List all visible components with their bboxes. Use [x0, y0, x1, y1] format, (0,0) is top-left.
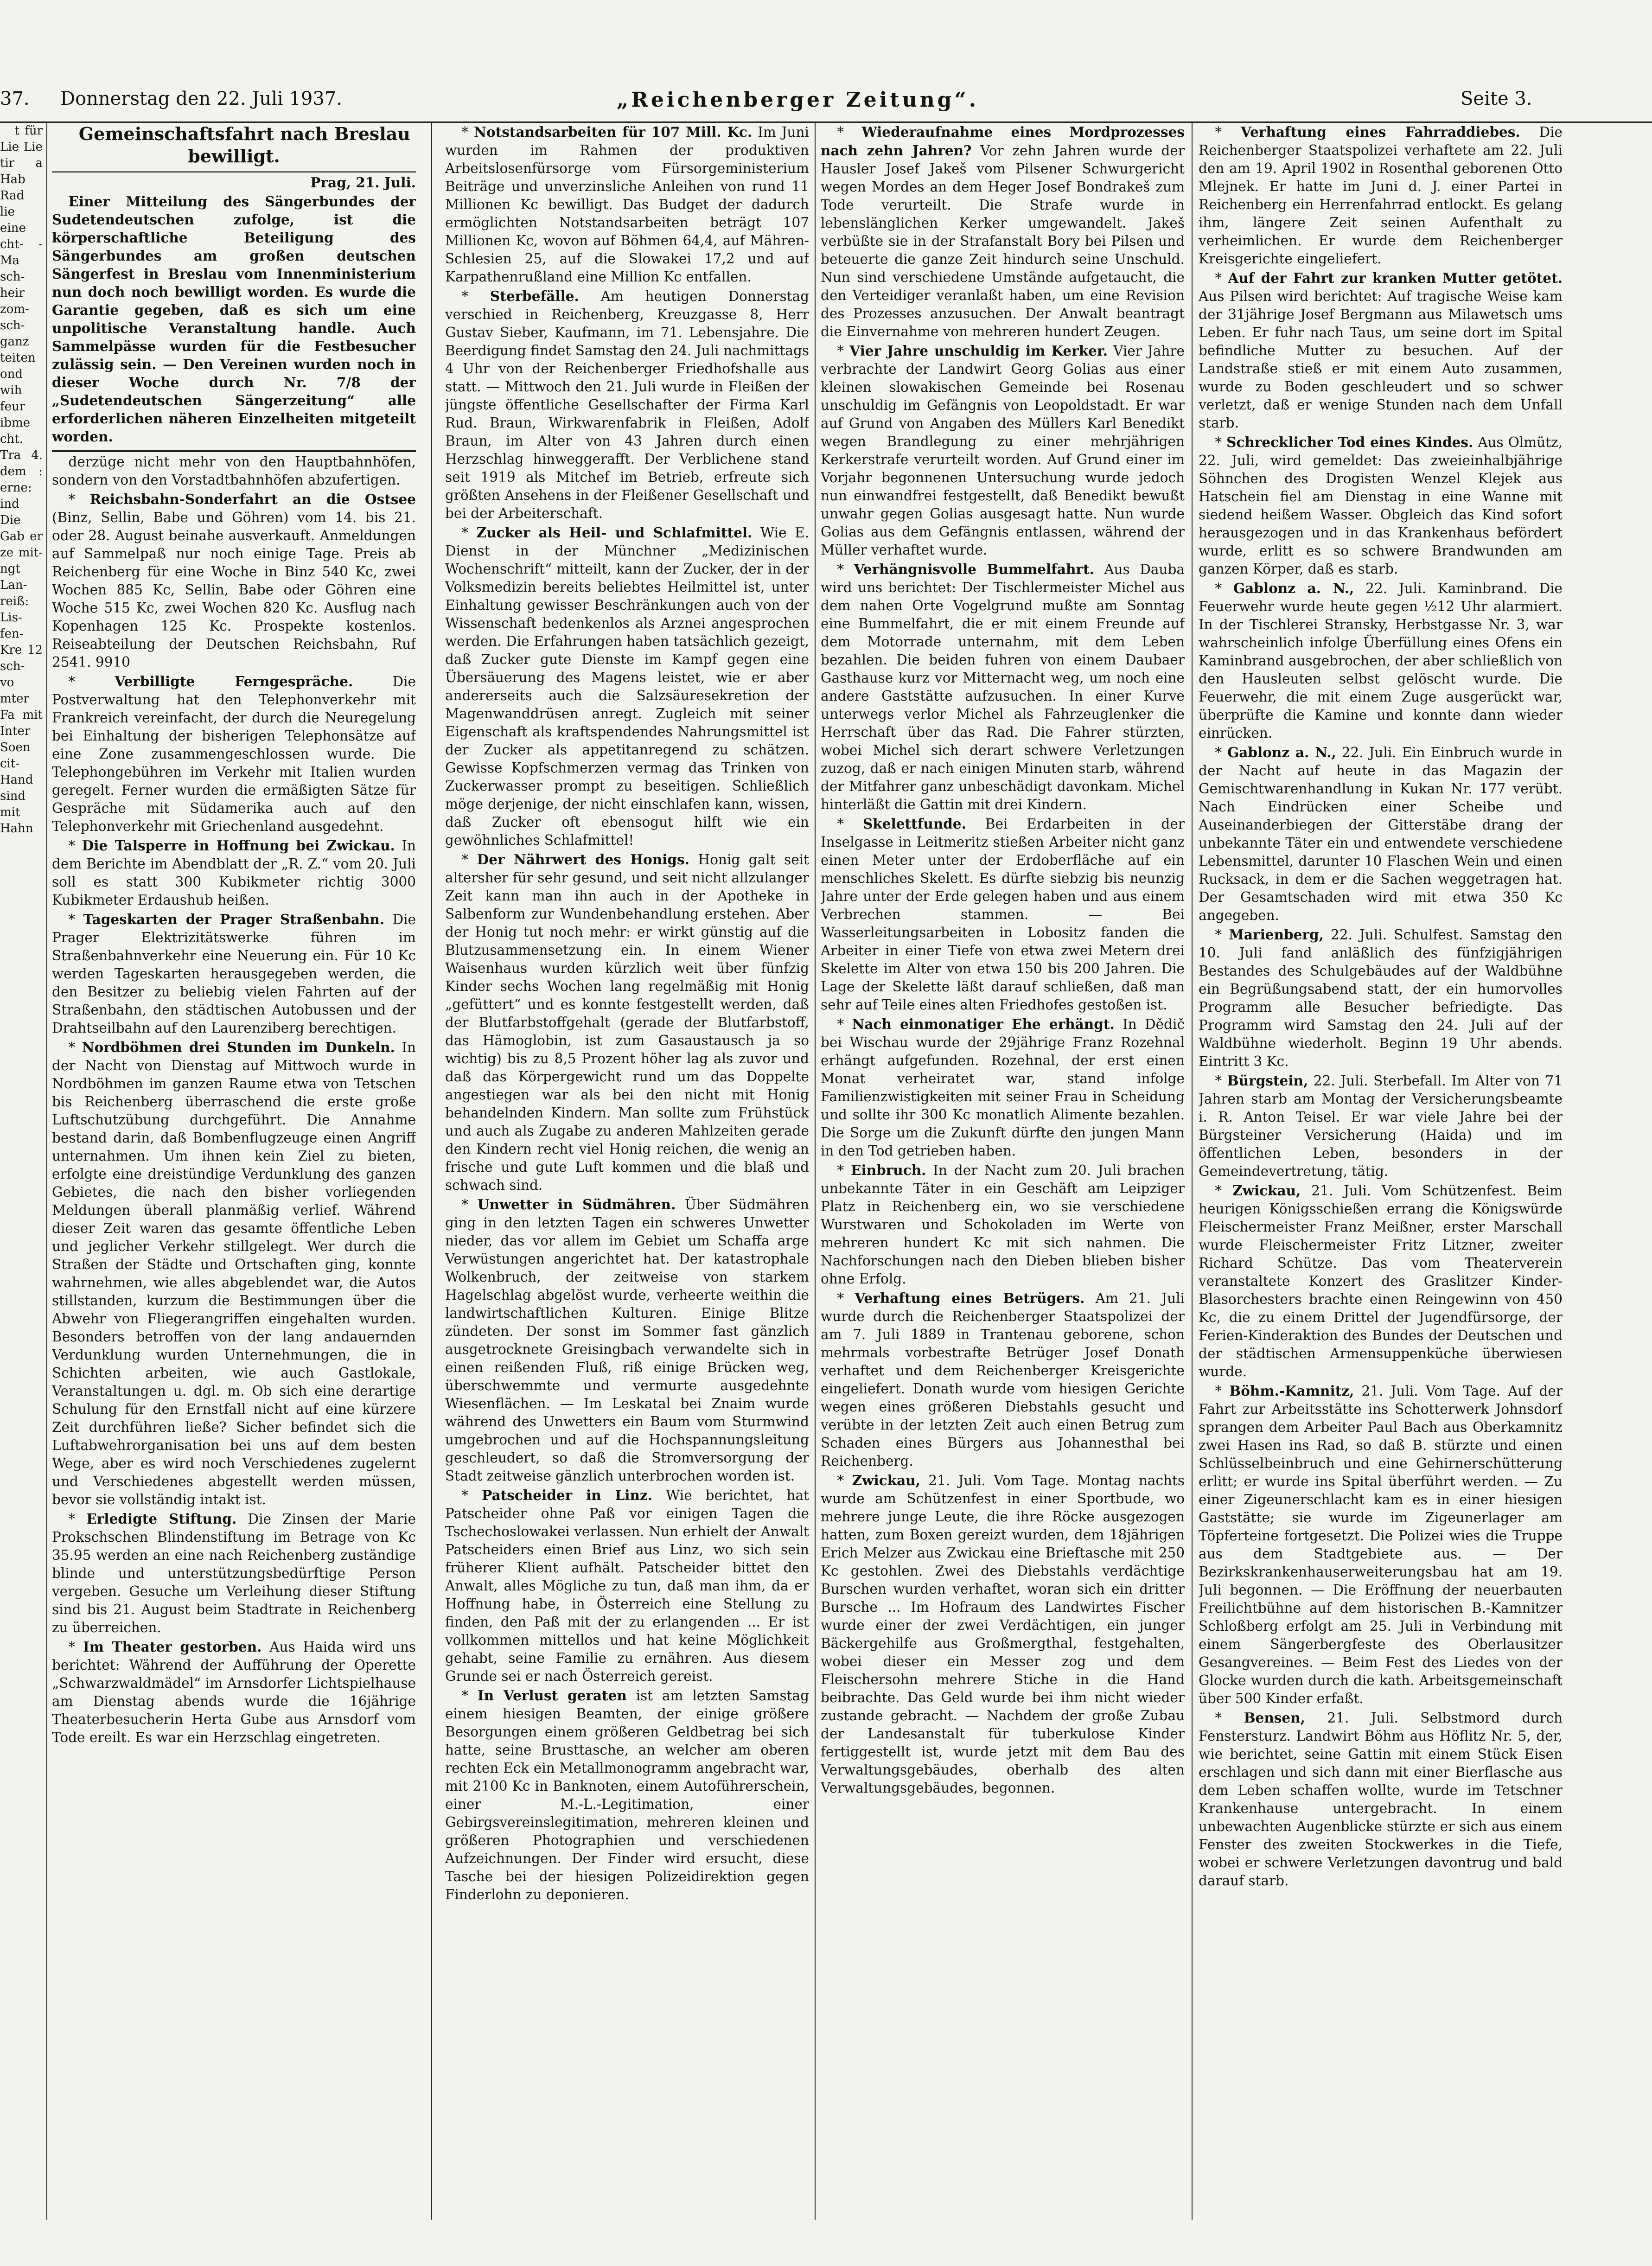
article-text: 21. Juli. Vom Schützenfest. Beim heurigen Königsschießen errang die Königswürde Fleischermeister Franz Meißner, erster Marschall wurde Fleischermeister Fritz Litzner, zweiter Richard Schütze. Das vom Theaterverein veranstaltete Konzert des Graslitzer Kinder-Blasorchesters brachte einen Reingewinn von 450 Kc, die zu einem Drittel der Jugendfürsorge, der Ferien-Kinderaktion des Bundes der Deutschen und der städtischen Armensuppenküche überwiesen wurde. [1199, 1183, 1563, 1379]
article-headline: Zwickau, [852, 1472, 920, 1488]
article-text: Die Zinsen der Marie Prokschschen Blindenstiftung im Betrage von Kc 35.95 werden an eine nach Reichenberg zuständige blinde und unterstützungsbedürftige Person vergeben. Gesuche um Verleihung dieser Stiftung sind bis 21. August beim Stadtrate in Reichenberg zu überreichen. [52, 1511, 416, 1635]
article-headline: Wiederaufnahme eines Mordprozesses nach zehn Jahren? [821, 124, 1185, 159]
article-headline: Verbilligte Ferngespräche. [115, 673, 353, 689]
article-headline: Nach einmonatiger Ehe erhängt. [852, 1016, 1115, 1032]
article-text: Wie E. Dienst in der Münchner „Medizinischen Wochenschrift“ mitteilt, kann der Zucker, der in der Volksmedizin bereits beliebtes Heilmittel ist, unter Einhaltung gewisser Beschränkungen auch von der Wissenschaft bedenkenlos als Arznei angesprochen werden. Die Erfahrungen haben tatsächlich gezeigt, daß Zucker gute Dienste im Kampf gegen eine Übersäuerung des Magens leistet, wie er aber andererseits auch die Salzsäuresekretion der Magenwanddrüsen anregt. Zugleich mit seiner Eigenschaft als kraftspendendes Nahrungsmittel ist der Zucker als appetitanregend zu schätzen. Gewisse Kopfschmerzen vermag das Trinken von Zuckerwasser prompt zu beseitigen. Schließlich möge derjenige, der nicht einschlafen kann, wissen, daß Zucker oft ebensogut hilft wie ein gewöhnliches Schlafmittel! [445, 525, 809, 848]
article: * Sterbefälle. Am heutigen Donnerstag verschied in Reichenberg, Kreuzgasse 8, Herr Gustav Sieber, Kaufmann, im 71. Lebensjahre. Die Beerdigung findet Samstag den 24. Juli nachmittags 4 Uhr von der Reichenberger Friedhofshalle aus statt. — Mittwoch den 21. Juli wurde in Fleißen der jüngste öffentliche Gesellschafter der Firma Karl Rud. Braun, Wirkwarenfabrik in Fleißen, Adolf Braun, im Alter von 43 Jahren durch einen Herzschlag hinweggerafft. Der Verblichene stand seit 1919 als Mitchef im Betrieb, erfreute sich größten Ansehens in der Fleißener Gesellschaft und bei der Arbeiterschaft. [445, 288, 809, 521]
article: * Im Theater gestorben. Aus Haida wird uns berichtet: Während der Aufführung der Operette „Schwarzwaldmädel“ im Arnsdorfer Lichtspielhause am Dienstag abends wurde die 16jährige Theaterbesucherin Herta Gube aus Arnsdorf vom Tode ereilt. Es war ein Herzschlag eingetreten. [52, 1639, 416, 1745]
article: * Gablonz a. N., 22. Juli. Ein Einbruch wurde in der Nacht auf heute in das Magazin der Gemischtwarenhandlung in Kukan Nr. 177 verübt. Nach Eindrücken einer Scheibe und Auseinanderbiegen der Gitterstäbe drang der unbekannte Täter ein und entwendete verschiedene Lebensmittel, darunter 10 Flaschen Wein und einen Rucksack, in dem er die Sachen weggetragen hat. Der Gesamtschaden wird mit etwa 350 Kc angegeben. [1199, 744, 1563, 923]
article: * Böhm.-Kamnitz, 21. Juli. Vom Tage. Auf der Fahrt zur Arbeitsstätte ins Schotterwerk Johnsdorf sprangen dem Arbeiter Paul Bach aus Oberkamnitz zwei Hasen ins Rad, so daß B. stürzte und einen Schlüsselbeinbruch und eine Gehirnerschütterung erlitt; er wurde ins Spital überführt werden. — Zu einer Zigeunerschlacht kam es in einer hiesigen Gaststätte; sie wurde im Zigeunerlager am Töpferteine fortgesetzt. Die Polizei wies die Truppe aus dem Stadtgebiete aus. — Der Bezirkskrankenhauserweiterungsbau hat am 19. Juli begonnen. — Die Eröffnung der neuerbauten Freilichtbühne auf dem historischen B.-Kamnitzer Schloßberg erfolgt am 25. Juli in Verbindung mit einem Sängerbergfeste des Oberlausitzer Gesangvereines. — Beim Fest des Liedes von der Glocke wurden durch die kath. Arbeitsgemeinschaft über 500 Kinder erfaßt. [1199, 1383, 1563, 1706]
article [52, 453, 416, 489]
article: * Bürgstein, 22. Juli. Sterbefall. Im Alter von 71 Jahren starb am Montag der Versicherungsbeamte i. R. Anton Teisel. Er war viele Jahre bei der Bürgsteiner Versicherung (Haida) und im öffentlichen Leben, besonders in der Gemeindevertretung, tätig. [1199, 1072, 1563, 1179]
issue-date: Donnerstag den 22. Juli 1937. [60, 88, 342, 109]
article: * Unwetter in Südmähren. Über Südmähren ging in den letzten Tagen ein schweres Unwetter nieder, das vor allem im Gebiet um Schaffa arge Verwüstungen angerichtet hat. Der katastrophale Wolkenbruch, der zeitweise von starkem Hagelschlag abgelöst wurde, verheerte weithin die landwirtschaftlichen Kulturen. Einige Blitze zündeten. Der sonst im Sommer fast gänzlich ausgetrocknete Greisingbach verwandelte sich in einen reißenden Fluß, riß einige Brücken weg, überschwemmte und vermurte ausgedehnte Wiesenflächen. — Im Leskatal bei Znaim wurde während des Unwetters ein Baum vom Sturmwind umgebrochen und auf die Hochspannungsleitung geschleudert, so daß die Stromversorgung der Stadt zeitweise gänzlich unterbrochen worden ist. [445, 1196, 809, 1484]
dateline: Prag, 21. Juli. [310, 174, 416, 191]
article: * Skelettfunde. Bei Erdarbeiten in der Inselgasse in Leitmeritz stießen Arbeiter nicht ganz einen Meter unter der Erdoberfläche auf ein menschliches Skelett. Es dürfte siebzig bis neunzig Jahre unter der Erde gelegen haben und aus einem Verbrechen stammen. — Bei Wasserleitungsarbeiten in Lobositz fanden die Arbeiter in einer Tiefe von etwa zwei Metern drei Skelette im Alter von etwa 150 bis 200 Jahren. Die Lage der Skelette läßt darauf schließen, daß man sehr auf Teile eines alten Friedhofes gestoßen ist. [821, 816, 1185, 1013]
article: * Die Talsperre in Hoffnung bei Zwickau. In dem Berichte im Abendblatt der „R. Z.“ vom 20. Juli soll es statt 300 Kubikmeter richtig 3000 Kubikmeter Erdaushub heißen. [52, 837, 416, 908]
article-text: Vier Jahre verbrachte der Landwirt Georg Golias aus einer kleinen slowakischen Gemeinde bei Rosenau unschuldig im Gefängnis von Leopoldstadt. Er war auf Grund von Angaben des Müllers Karl Benedikt wegen Brandlegung zu einer mehrjährigen Kerkerstrafe verurteilt worden. Auf Grund einer im Vorjahr begonnenen Untersuchung wurde jedoch nun einwandfrei festgestellt, daß Benedikt bewußt unwahr gegen Golias ausgesagt hatte. Nun wurde Golias aus dem Gefängnis entlassen, während der Müller verhaftet wurde. [821, 343, 1185, 558]
article-text: In der Nacht von Dienstag auf Mittwoch wurde in Nordböhmen im ganzen Raume etwa von Tetschen bis Reichenberg überraschend die erste große Luftschutzübung durchgeführt. Die Annahme bestand darin, daß Bombenflugzeuge einen Angriff unternahmen. Um ihnen kein Ziel zu bieten, erfolgte eine dreistündige Verdunklung des ganzen Gebietes, die nach den bisher vorliegenden Meldungen überall planmäßig verlief. Während dieser Zeit waren das gesamte öffentliche Leben und jeglicher Verkehr stillgelegt. Wer durch die Straßen der Städte und Ortschaften ging, konnte wahrnehmen, wie alles abgeblendet war, die Autos stillstanden, kurzum die Bestimmungen über die Abwehr von Fliegerangriffen eingehalten wurden. Besonders betroffen von der lang andauernden Verdunklung wurden Unternehmungen, die in Schichten arbeiten, wie auch Gastlokale, Veranstaltungen u. dgl. m. Ob sich eine derartige Schulung für den Ernstfall nicht auf eine kürzere Zeit durchführen ließe? Sicher befindet sich die Luftabwehrorganisation bei uns auf dem besten Wege, aber es wird noch Verschiedenes zugelernt und Verschiedenes abgestellt werden müssen, bevor sie vollständig intakt ist. [52, 1040, 416, 1507]
article-headline: Auf der Fahrt zur kranken Mutter getötet. [1228, 270, 1563, 286]
article: * Erledigte Stiftung. Die Zinsen der Marie Prokschschen Blindenstiftung im Betrage von Kc 35.95 werden an eine nach Reichenberg zuständige blinde und unterstützungsbedürftige Person vergeben. Gesuche um Verleihung dieser Stiftung sind bis 21. August beim Stadtrate in Reichenberg zu überreichen. [52, 1511, 416, 1635]
article: * Schrecklicher Tod eines Kindes. Aus Olmütz, 22. Juli, wird gemeldet: Das zweieinhalbjährige Söhnchen des Drogisten Wenzel Klejek aus Hatschein fiel am Dienstag in eine Wanne mit siedend heißem Wasser. Obgleich das Kind sofort herausgezogen und in das Krankenhaus befördert wurde, erlitt es so schwere Brandwunden am ganzen Körper, daß es starb. [1199, 434, 1563, 577]
article-text: Honig galt seit altersher für sehr gesund, und seit nicht allzulanger Zeit kann man ihn auch in der Apotheke in Salbenform zur Wundenbehandlung erstehen. Aber der Honig tut noch mehr: er wirkt günstig auf die Blutzusammensetzung ein. In einem Wiener Waisenhaus wurden kürzlich weit über fünfzig Kinder sechs Wochen lang regelmäßig mit Honig „gefüttert“ und es konnte festgestellt werden, daß der Blutfarbstoffgehalt (gerade der Blutfarbstoff, das Hämoglobin, ist zum Gasaustausch ja so wichtig) bis zu 8,5 Prozent höher lag als zuvor und daß das Körpergewicht rund um das Doppelte angestiegen war als bei den nicht mit Honig behandelnden Kindern. Man sollte zum Frühstück und auch als Zugabe zu anderen Mahlzeiten gerade den Kindern recht viel Honig reichen, die wenig an frische und gute Luft kommen und die blaß und schwach sind. [445, 852, 809, 1193]
article: * Wiederaufnahme eines Mordprozesses nach zehn Jahren? Vor zehn Jahren wurde der Hausler Josef Jakeš vom Pilsener Schwurgericht wegen Mordes an dem Heger Josef Bondrakeš zum Tode verurteilt. Die Strafe wurde in lebenslänglichen Kerker umgewandelt. Jakeš verbüßte sie in der Strafanstalt Bory bei Pilsen und beteuerte die ganze Zeit hindurch seine Unschuld. Nun sind verschiedene Umstände aufgetaucht, die den Verteidiger veranlaßt haben, um eine Revision des Prozesses anzusuchen. Der Anwalt beantragt die Einvernahme von mehreren hundert Zeugen. [821, 124, 1185, 339]
article: * Verhaftung eines Fahrraddiebes. Die Reichenberger Staatspolizei verhaftete am 22. Juli den am 19. April 1902 in Rosenthal geborenen Otto Mlejnek. Er hatte im Juni d. J. einer Partei in Reichenberg ein Herrenfahrrad entlockt. Es gelang ihm, längere Zeit seinen Aufenthalt zu verheimlichen. Er wurde dem Reichenberger Kreisgerichte eingeliefert. [1199, 124, 1563, 267]
article: * Der Nährwert des Honigs. Honig galt seit altersher für sehr gesund, und seit nicht allzulanger Zeit kann man ihn auch in der Apotheke in Salbenform zur Wundenbehandlung erstehen. Aber der Honig tut noch mehr: er wirkt günstig auf die Blutzusammensetzung ein. In einem Wiener Waisenhaus wurden kürzlich weit über fünfzig Kinder sechs Wochen lang regelmäßig mit Honig „gefüttert“ und es konnte festgestellt werden, daß der Blutfarbstoffgehalt (gerade der Blutfarbstoff, das Hämoglobin, ist zum Gasaustausch ja so wichtig) bis zu 8,5 Prozent höher lag als zuvor und daß das Körpergewicht rund um das Doppelte angestiegen war als bei den nicht mit Honig behandelnden Kindern. Man sollte zum Frühstück und auch als Zugabe zu anderen Mahlzeiten gerade den Kindern recht viel Honig reichen, die wenig an frische und gute Luft kommen und die blaß und schwach sind. [445, 851, 809, 1193]
article-headline: Erledigte Stiftung. [86, 1511, 237, 1527]
article-headline: Bürgstein, [1227, 1072, 1308, 1089]
article-text: 22. Juli. Sterbefall. Im Alter von 71 Jahren starb am Montag der Versicherungsbeamte i. R. Anton Teisel. Er war viele Jahre bei der Bürgsteiner Versicherung (Haida) und im öffentlichen Leben, besonders in der Gemeindevertretung, tätig. [1199, 1073, 1563, 1179]
article-text: Wie berichtet, hat Patscheider ohne Paß vor einigen Tagen die Tschechoslowakei verlassen. Nun erhielt der Anwalt Patscheiders einen Brief aus Linz, wo sich sein früherer Klient aufhält. Patscheider bittet den Anwalt, alles Mögliche zu tun, daß man ihm, da er Hoffnung habe, in Österreich eine Stellung zu finden, den Paß mit der zu erlangenden ... Er ist vollkommen mittellos und hat keine Möglichkeit gehabt, seine Familie zu ernähren. Aus diesem Grunde sei er nach Österreich gereist. [445, 1487, 809, 1684]
column-1 [52, 123, 416, 2234]
article: * Marienberg, 22. Juli. Schulfest. Samstag den 10. Juli fand anläßlich des fünfzigjährigen Bestandes des Schulgebäudes auf der Waldbühne ein Begrüßungsabend statt, der ein humorvolles Programm alle Besucher befriedigte. Das Programm wird Samstag den 24. Juli auf der Waldbühne wiederholt. Beginn 19 Uhr abends. Eintritt 3 Kc. [1199, 926, 1563, 1069]
article-headline: Schrecklicher Tod eines Kindes. [1226, 434, 1473, 450]
article: * Zwickau, 21. Juli. Vom Tage. Montag nachts wurde am Schützenfest in einer Sportbude, wo mehrere junge Leute, die ihre Röcke ausgezogen hatten, zum Boxen gereizt wurden, dem 18jährigen Erich Melzer aus Zwickau eine Brieftasche mit 250 Kc gestohlen. Zwei des Diebstahls verdächtige Burschen wurden verhaftet, woran sich ein dritter Bursche ... Im Hofraum des Landwirtes Fischer wurde einer der zwei Verdächtigen, ein junger Bäckergehilfe aus Großmergthal, festgehalten, wobei dieser ein Messer zog und dem Fleischersohn mehrere Stiche in die Hand beibrachte. Das Geld wurde bei ihm nicht wieder zustande gebracht. — Nachdem der große Zubau der Landesanstalt für tuberkulose Kinder fertiggestellt ist, wurde jetzt mit dem Bau des Verwaltungsgebäudes, oberhalb des alten Verwaltungsgebäudes, begonnen. [821, 1472, 1185, 1796]
article-text: Aus Dauba wird uns berichtet: Der Tischlermeister Michel aus dem nahen Orte Vogelgrund mußte am Sonntag eine Bummelfahrt, die er mit einem Freunde auf dem Motorrade unternahm, mit dem Leben bezahlen. Die beiden fuhren von einem Daubaer Gasthause kurz vor Mitternacht weg, um noch eine andere Gaststätte aufzusuchen. In einer Kurve unterwegs verlor Michel als Fahrzeuglenker die Herrschaft über das Rad. Die Fahrer stürzten, wobei Michel sich derart schwere Verletzungen zuzog, daß er nach einigen Minuten starb, während der Mitfahrer ganz unbeschädigt davonkam. Michel hinterläßt die Gattin mit drei Kindern. [821, 562, 1185, 812]
article-text: 21. Juli. Vom Tage. Auf der Fahrt zur Arbeitsstätte ins Schotterwerk Johnsdorf sprangen dem Arbeiter Paul Bach aus Oberkamnitz zwei Hasen ins Rad, so daß B. stürzte und einen Schlüsselbeinbruch und eine Gehirnerschütterung erlitt; er wurde ins Spital überführt werden. — Zu einer Zigeunerschlacht kam es in einer hiesigen Gaststätte; sie wurde im Zigeunerlager am Töpferteine fortgesetzt. Die Polizei wies die Truppe aus dem Stadtgebiete aus. — Der Bezirkskrankenhauserweiterungsbau hat am 19. Juli begonnen. — Die Eröffnung der neuerbauten Freilichtbühne auf dem historischen B.-Kamnitzer Schloßberg erfolgt am 25. Juli in Verbindung mit einem Sängerbergfeste des Oberlausitzer Gesangvereines. — Beim Fest des Liedes von der Glocke wurden durch die kath. Arbeitsgemeinschaft über 500 Kinder erfaßt. [1199, 1383, 1563, 1706]
article-text: 22. Juli. Schulfest. Samstag den 10. Juli fand anläßlich des fünfzigjährigen Bestandes des Schulgebäudes auf der Waldbühne ein Begrüßungsabend statt, der ein humorvolles Programm alle Besucher befriedigte. Das Programm wird Samstag den 24. Juli auf der Waldbühne wiederholt. Beginn 19 Uhr abends. Eintritt 3 Kc. [1199, 927, 1563, 1069]
article-headline: Marienberg, [1229, 926, 1324, 943]
article: * Nordböhmen drei Stunden im Dunkeln. In der Nacht von Dienstag auf Mittwoch wurde in Nordböhmen im ganzen Raume etwa von Tetschen bis Reichenberg überraschend die erste große Luftschutzübung durchgeführt. Die Annahme bestand darin, daß Bombenflugzeuge einen Angriff unternahmen. Um ihnen kein Ziel zu bieten, erfolgte eine dreistündige Verdunklung des ganzen Gebietes, die nach den bisher vorliegenden Meldungen überall planmäßig verlief. Während dieser Zeit waren das gesamte öffentliche Leben und jeglicher Verkehr stillgelegt. Wer durch die Straßen der Städte und Ortschaften ging, konnte wahrnehmen, wie alles abgeblendet war, die Autos stillstanden, kurzum die Bestimmungen über die Abwehr von Fliegerangriffen eingehalten wurden. Besonders betroffen von der lang andauernden Verdunklung wurden Unternehmungen, die in Schichten arbeiten, wie auch Gastlokale, Veranstaltungen u. dgl. m. Ob sich eine derartige Schulung für den Ernstfall nicht auf eine kürzere Zeit durchführen ließe? Sicher befindet sich die Luftabwehrorganisation bei uns auf dem besten Wege, aber es wird noch Verschiedenes zugelernt und Verschiedenes abgestellt werden müssen, bevor sie vollständig intakt ist. [52, 1039, 416, 1507]
column-rule [46, 123, 47, 2220]
article-headline: Einbruch. [851, 1162, 926, 1178]
page-header [0, 83, 1652, 125]
article: * Bensen, 21. Juli. Selbstmord durch Fenstersturz. Landwirt Böhm aus Höflitz Nr. 5, der, wie berichtet, seine Gattin mit einem Stück Eisen erschlagen und sich dann mit einer Bierflasche aus dem Leben schaffen wollte, wurde im Tetschner Krankenhause untergebracht. In einem unbewachten Augenblicke stürzte er sich aus einem Fenster des zweiten Stockwerkes in die Tiefe, wobei er schwere Verletzungen davontrug und bald darauf starb. [1199, 1710, 1563, 1889]
column-rule [1192, 123, 1193, 2220]
article-headline: Patscheider in Linz. [482, 1487, 652, 1503]
column-4 [1199, 123, 1563, 2234]
boxed-headline: Gemeinschaftsfahrt nach Breslau bewilligt. [52, 123, 416, 172]
article-headline: In Verlust geraten [477, 1687, 627, 1704]
article-text: In dem Berichte im Abendblatt der „R. Z.“ vom 20. Juli soll es statt 300 Kubikmeter richtig 3000 Kubikmeter Erdaushub heißen. [52, 838, 416, 908]
article-headline: Notstandsarbeiten für 107 Mill. Kc. [474, 124, 753, 140]
article-text: Aus Haida wird uns berichtet: Während der Aufführung der Operette „Schwarzwaldmädel“ im Arnsdorfer Lichtspielhause am Dienstag abends wurde die 16jährige Theaterbesucherin Herta Gube aus Arnsdorf vom Tode ereilt. Es war ein Herzschlag eingetreten. [52, 1639, 416, 1745]
article-text: (Binz, Sellin, Babe und Göhren) vom 14. bis 21. oder 28. August beinahe ausverkauft. Anmeldungen auf Sammelpaß nur noch einige Tage. Preis ab Reichenberg für eine Woche in Binz 540 Kc, zwei Wochen 885 Kc, Sellin, Babe oder Göhren eine Woche 515 Kc, zwei Wochen 820 Kc. Ausflug nach Kopenhagen 125 Kc. Prospekte kostenlos. Reiseabteilung der Deutschen Reichsbahn, Ruf 2541. 9910 [52, 510, 416, 670]
column-rule [815, 123, 816, 2220]
article-text: derzüge nicht mehr von den Hauptbahnhöfen, sondern von den Vorstadtbahnhöfen abzufertigen. [52, 454, 416, 488]
article-text: 22. Juli. Kaminbrand. Die Feuerwehr wurde heute gegen ½12 Uhr alarmiert. In der Tischlerei Stransky, Herbstgasse Nr. 3, war wahrscheinlich infolge Überfüllung eines Ofens ein Kaminbrand ausgebrochen, der aber schließlich von den Hausleuten selbst gelöscht wurde. Die Feuerwehr, die mit einem Zuge ausgerückt war, überprüfte die Kamine und konnte dann wieder einrücken. [1199, 581, 1563, 741]
column-2 [445, 123, 809, 2234]
column-rule [431, 123, 432, 2220]
article-text: ist am letzten Samstag einem hiesigen Beamten, der einige größere Besorgungen einem größeren Geldbetrag bei sich hatte, seine Brusttasche, an welcher am oberen rechten Eck ein Metallmonogramm angebracht war, mit 2100 Kc in Banknoten, einem Autoführerschein, einer M.-L.-Legitimation, einer Gebirgsvereinslegitimation, mehreren kleinen und größeren Photographien und verschiedenen Aufzeichnungen. Der Finder wird ersucht, diese Tasche bei der hiesigen Polizeidirektion gegen Finderlohn zu deponieren. [445, 1688, 809, 1902]
article-text: Am heutigen Donnerstag verschied in Reichenberg, Kreuzgasse 8, Herr Gustav Sieber, Kaufmann, im 71. Lebensjahre. Die Beerdigung findet Samstag den 24. Juli nachmittags 4 Uhr von der Reichenberger Friedhofshalle aus statt. — Mittwoch den 21. Juli wurde in Fleißen der jüngste öffentliche Gesellschafter der Firma Karl Rud. Braun, Wirkwarenfabrik in Fleißen, Adolf Braun, im Alter von 43 Jahren durch einen Herzschlag hinweggerafft. Der Verblichene stand seit 1919 als Mitchef im Betrieb, erfreute sich größten Ansehens in der Fleißener Gesellschaft und bei der Arbeiterschaft. [445, 288, 809, 521]
article-headline: Nordböhmen drei Stunden im Dunkeln. [82, 1039, 395, 1055]
article-headline: Verhaftung eines Fahrraddiebes. [1240, 124, 1520, 140]
article-headline: Reichsbahn-Sonderfahrt an die Ostsee [89, 491, 416, 507]
article-headline: Vier Jahre unschuldig im Kerker. [849, 343, 1108, 359]
article-text: Am 21. Juli wurde durch die Reichenberger Staatspolizei der am 7. Juli 1889 in Trantenau geborene, schon mehrmals vorbestrafte Betrüger Josef Donath verhaftet und dem Reichenberger Kreisgerichte eingeliefert. Donath wurde vom hiesigen Gerichte wegen eines größeren Diebstahls gesucht und verübte in der letzten Zeit auch einen Betrug zum Schaden eines Bürgers aus Johannesthal bei Reichenberg. [821, 1290, 1185, 1469]
article-headline: Verhaftung eines Betrügers. [855, 1290, 1085, 1306]
article-headline: Bensen, [1244, 1710, 1305, 1726]
article-headline: Skelettfunde. [862, 816, 966, 832]
article: * Nach einmonatiger Ehe erhängt. In Dědič bei Wischau wurde der 29jährige Franz Rozehnal erhängt aufgefunden. Rozehnal, der erst einen Monat verheiratet war, stand infolge Familienzwistigkeiten mit seiner Frau in Scheidung und sollte ihr 300 Kc monatlich Alimente bezahlen. Die Sorge um die Zukunft dürfte den jungen Mann in den Tod getrieben haben. [821, 1016, 1185, 1159]
column-3 [821, 123, 1185, 2234]
article: * Tageskarten der Prager Straßenbahn. Die Prager Elektrizitätswerke führen im Straßenbahnverkehr eine Neuerung ein. Für 10 Kc werden Tageskarten herausgegeben werden, die den Besitzer zu beliebig vielen Fahrten auf der Straßenbahn, den städtischen Autobussen und der Drahtseilbahn auf den Laurenziberg berechtigen. [52, 911, 416, 1036]
article-headline: Der Nährwert des Honigs. [477, 851, 689, 868]
article-text: 22. Juli. Ein Einbruch wurde in der Nacht auf heute in das Magazin der Gemischtwarenhandlung in Kukan Nr. 177 verübt. Nach Eindrücken einer Scheibe und Auseinanderbiegen der Gitterstäbe drang der unbekannte Täter ein und entwendete verschiedene Lebensmittel, darunter 10 Flaschen Wein und einen Rucksack, in dem er die Sachen weggetragen hat. Der Gesamtschaden wird mit etwa 350 Kc angegeben. [1199, 745, 1563, 923]
page-number-left: 37. [0, 88, 30, 109]
article: * Verbilligte Ferngespräche. Die Postverwaltung hat den Telephonverkehr mit Frankreich vereinfacht, der durch die Neuregelung bei Einhaltung der bisherigen Telephonsätze auf eine Zone zusammengeschlossen wurde. Die Telephongebühren im Verkehr mit Italien wurden geregelt. Ferner wurden die ermäßigten Sätze für Gespräche mit Südamerika auch auf den Telephonverkehr mit Griechenland ausgedehnt. [52, 673, 416, 834]
article-text: Im Juni wurden im Rahmen der produktiven Arbeitslosenfürsorge vom Fürsorgeministerium Beiträge und unverzinsliche Anleihen von rund 11 Millionen Kc bewilligt. Das Budget der dadurch ermöglichten Notstandsarbeiten beträgt 107 Millionen Kc, wovon auf Böhmen 64,4, auf Mähren-Schlesien 25, auf die Slowakei 17,2 und auf Karpathenrußland eine Million Kc entfallen. [445, 124, 809, 285]
cropped-text: t für Lie Lie tir a Hab Rad lie eine cht- -Ma sch- heir zom- sch- ganz teiten ond wih feur ibme cht. Tra 4. dem : erne: ind Die Gab er ze mit- ngt Lan- reiß: Lis- fen- Kre 12 sch- vo mter Fa mit Inter Soen cit- Hand sind mit Hahn [0, 124, 43, 836]
article-text: Die Postverwaltung hat den Telephonverkehr mit Frankreich vereinfacht, der durch die Neuregelung bei Einhaltung der bisherigen Telephonsätze auf eine Zone zusammengeschlossen wurde. Die Telephongebühren im Verkehr mit Italien wurden geregelt. Ferner wurden die ermäßigten Sätze für Gespräche mit Südamerika auch auf den Telephonverkehr mit Griechenland ausgedehnt. [52, 674, 416, 834]
article: * Zucker als Heil- und Schlafmittel. Wie E. Dienst in der Münchner „Medizinischen Wochenschrift“ mitteilt, kann der Zucker, der in der Volksmedizin bereits beliebtes Heilmittel ist, unter Einhaltung gewisser Beschränkungen auch von der Wissenschaft bedenkenlos als Arznei angesprochen werden. Die Erfahrungen haben tatsächlich gezeigt, daß Zucker gute Dienste im Kampf gegen eine Übersäuerung des Magens leistet, wie er aber andererseits auch die Salzsäuresekretion der Magenwanddrüsen anregt. Zugleich mit seiner Eigenschaft als kraftspendendes Nahrungsmittel ist der Zucker als appetitanregend zu schätzen. Gewisse Kopfschmerzen vermag das Trinken von Zuckerwasser prompt zu beseitigen. Schließlich möge derjenige, der nicht einschlafen kann, wissen, daß Zucker oft ebensogut hilft wie ein gewöhnliches Schlafmittel! [445, 524, 809, 848]
article-text: In der Nacht zum 20. Juli brachen unbekannte Täter in ein Geschäft am Leipziger Platz in Reichenberg ein, wo sie verschiedene Wurstwaren und Schokoladen im Werte von mehreren hundert Kc mit sich nahmen. Die Nachforschungen nach den Dieben blieben bisher ohne Erfolg. [821, 1162, 1185, 1287]
article-text: Vor zehn Jahren wurde der Hausler Josef Jakeš vom Pilsener Schwurgericht wegen Mordes an dem Heger Josef Bondrakeš zum Tode verurteilt. Die Strafe wurde in lebenslänglichen Kerker umgewandelt. Jakeš verbüßte sie in der Strafanstalt Bory bei Pilsen und beteuerte die ganze Zeit hindurch seine Unschuld. Nun sind verschiedene Umstände aufgetaucht, die den Verteidiger veranlaßt haben, um eine Revision des Prozesses anzusuchen. Der Anwalt beantragt die Einvernahme von mehreren hundert Zeugen. [821, 143, 1185, 339]
article-text: Bei Erdarbeiten in der Inselgasse in Leitmeritz stießen Arbeiter nicht ganz einen Meter unter der Erdoberfläche auf ein menschliches Skelett. Es dürfte siebzig bis neunzig Jahre unter der Erde gelegen haben und aus einem Verbrechen stammen. — Bei Wasserleitungsarbeiten in Lobositz fanden die Arbeiter in einer Tiefe von etwa zwei Metern drei Skelette im Alter von etwa 150 bis 200 Jahren. Die Lage der Skelette läßt darauf schließen, daß man sehr auf Teile eines alten Friedhofes gestoßen ist. [821, 816, 1185, 1013]
article-text: Über Südmähren ging in den letzten Tagen ein schweres Unwetter nieder, das vor allem im Gebiet um Schaffa arge Verwüstungen angerichtet hat. Der katastrophale Wolkenbruch, der zeitweise von starkem Hagelschlag abgelöst wurde, verheerte weithin die landwirtschaftlichen Kulturen. Einige Blitze zündeten. Der sonst im Sommer fast gänzlich ausgetrocknete Greisingbach verwandelte sich in einen reißenden Fluß, riß einige Brücken weg, überschwemmte und vermurte ausgedehnte Wiesenflächen. — Im Leskatal bei Znaim wurde während des Unwetters ein Baum vom Sturmwind umgebrochen und auf die Hochspannungsleitung geschleudert, so daß die Stromversorgung der Stadt zeitweise gänzlich unterbrochen worden ist. [445, 1197, 809, 1484]
article-headline: Zucker als Heil- und Schlafmittel. [476, 524, 753, 541]
article-text: In Dědič bei Wischau wurde der 29jährige Franz Rozehnal erhängt aufgefunden. Rozehnal, der erst einen Monat verheiratet war, stand infolge Familienzwistigkeiten mit seiner Frau in Scheidung und sollte ihr 300 Kc monatlich Alimente bezahlen. Die Sorge um die Zukunft dürfte den jungen Mann in den Tod getrieben haben. [821, 1016, 1185, 1159]
newspaper-title: „Reichenberger Zeitung“. [617, 88, 979, 112]
article: * Zwickau, 21. Juli. Vom Schützenfest. Beim heurigen Königsschießen errang die Königswürde Fleischermeister Franz Meißner, erster Marschall wurde Fleischermeister Fritz Litzner, zweiter Richard Schütze. Das vom Theaterverein veranstaltete Konzert des Graslitzer Kinder-Blasorchesters brachte einen Reingewinn von 450 Kc, die zu einem Drittel der Jugendfürsorge, der Ferien-Kinderaktion des Bundes der Deutschen und der städtischen Armensuppenküche überwiesen wurde. [1199, 1182, 1563, 1379]
cropped-column-fragment [0, 123, 43, 2234]
article: * Vier Jahre unschuldig im Kerker. Vier Jahre verbrachte der Landwirt Georg Golias aus einer kleinen slowakischen Gemeinde bei Rosenau unschuldig im Gefängnis von Leopoldstadt. Er war auf Grund von Angaben des Müllers Karl Benedikt wegen Brandlegung zu einer mehrjährigen Kerkerstrafe verurteilt worden. Auf Grund einer im Vorjahr begonnenen Untersuchung wurde jedoch nun einwandfrei festgestellt, daß Benedikt bewußt unwahr gegen Golias ausgesagt hatte. Nun wurde Golias aus dem Gefängnis entlassen, während der Müller verhaftet wurde. [821, 343, 1185, 558]
article-headline: Zwickau, [1232, 1182, 1301, 1199]
article: * Einbruch. In der Nacht zum 20. Juli brachen unbekannte Täter in ein Geschäft am Leipziger Platz in Reichenberg ein, wo sie verschiedene Wurstwaren und Schokoladen im Werte von mehreren hundert Kc mit sich nahmen. Die Nachforschungen nach den Dieben blieben bisher ohne Erfolg. [821, 1162, 1185, 1287]
article-headline: Verhängnisvolle Bummelfahrt. [854, 561, 1094, 577]
article-text: 21. Juli. Vom Tage. Montag nachts wurde am Schützenfest in einer Sportbude, wo mehrere junge Leute, die ihre Röcke ausgezogen hatten, zum Boxen gereizt wurden, dem 18jährigen Erich Melzer aus Zwickau eine Brieftasche mit 250 Kc gestohlen. Zwei des Diebstahls verdächtige Burschen wurden verhaftet, woran sich ein dritter Bursche ... Im Hofraum des Landwirtes Fischer wurde einer der zwei Verdächtigen, ein junger Bäckergehilfe aus Großmergthal, festgehalten, wobei dieser ein Messer zog und dem Fleischersohn mehrere Stiche in die Hand beibrachte. Das Geld wurde bei ihm nicht wieder zustande gebracht. — Nachdem der große Zubau der Landesanstalt für tuberkulose Kinder fertiggestellt ist, wurde jetzt mit dem Bau des Verwaltungsgebäudes, oberhalb des alten Verwaltungsgebäudes, begonnen. [821, 1473, 1185, 1796]
article: * Patscheider in Linz. Wie berichtet, hat Patscheider ohne Paß vor einigen Tagen die Tschechoslowakei verlassen. Nun erhielt der Anwalt Patscheiders einen Brief aus Linz, wo sich sein früherer Klient aufhält. Patscheider bittet den Anwalt, alles Mögliche zu tun, daß man ihm, da er Hoffnung habe, in Österreich eine Stellung zu finden, den Paß mit der zu erlangenden ... Er ist vollkommen mittellos und hat keine Möglichkeit gehabt, seine Familie zu ernähren. Aus diesem Grunde sei er nach Österreich gereist. [445, 1487, 809, 1684]
article-headline: Tageskarten der Prager Straßenbahn. [83, 911, 385, 927]
article-headline: Gablonz a. N., [1227, 744, 1336, 760]
article-text: Die Reichenberger Staatspolizei verhaftete am 22. Juli den am 19. April 1902 in Rosenthal geborenen Otto Mlejnek. Er hatte im Juni d. J. einer Partei in Reichenberg ein Herrenfahrrad entlockt. Es gelang ihm, längere Zeit seinen Aufenthalt zu verheimlichen. Er wurde dem Reichenberger Kreisgerichte eingeliefert. [1199, 124, 1563, 267]
article-text: Die Prager Elektrizitätswerke führen im Straßenbahnverkehr eine Neuerung ein. Für 10 Kc werden Tageskarten herausgegeben werden, die den Besitzer zu beliebig vielen Fahrten auf der Straßenbahn, den städtischen Autobussen und der Drahtseilbahn auf den Laurenziberg berechtigen. [52, 912, 416, 1036]
article: * Gablonz a. N., 22. Juli. Kaminbrand. Die Feuerwehr wurde heute gegen ½12 Uhr alarmiert. In der Tischlerei Stransky, Herbstgasse Nr. 3, war wahrscheinlich infolge Überfüllung eines Ofens ein Kaminbrand ausgebrochen, der aber schließlich von den Hausleuten selbst gelöscht wurde. Die Feuerwehr, die mit einem Zuge ausgerückt war, überprüfte die Kamine und konnte dann wieder einrücken. [1199, 580, 1563, 741]
article-text: Aus Olmütz, 22. Juli, wird gemeldet: Das zweieinhalbjährige Söhnchen des Drogisten Wenzel Klejek aus Hatschein fiel am Dienstag in eine Wanne mit siedend heißem Wasser. Obgleich das Kind sofort herausgezogen und in das Krankenhaus befördert wurde, erlitt es so schwere Brandwunden am ganzen Körper, daß es starb. [1199, 434, 1563, 577]
article: * Auf der Fahrt zur kranken Mutter getötet. Aus Pilsen wird berichtet: Auf tragische Weise kam der 31jährige Josef Bergmann aus Milawetsch ums Leben. Er fuhr nach Taus, um seine dort im Spital befindliche Mutter zu besuchen. Auf der Landstraße stieß er mit einem Auto zusammen, wurde zu Boden geschleudert und so schwer verletzt, daß er wenige Stunden nach dem Unfall starb. [1199, 270, 1563, 431]
boxed-article-body: Einer Mitteilung des Sängerbundes der Sudetendeutschen zufolge, ist die körperschaftliche Beteiligung des Sängerbundes am großen deutschen Sängerfest in Breslau vom Innenministerium nun doch noch bewilligt worden. Es wurde die Garantie gegeben, daß es sich um eine unpolitische Veranstaltung handle. Auch Sammelpässe wurden für die Festbesucher zulässig sein. — Den Vereinen wurden noch in dieser Woche durch Nr. 7/8 der „Sudetendeutschen Sängerzeitung“ alle erforderlichen näheren Einzelheiten mitgeteilt worden. [52, 192, 416, 452]
article-headline: Sterbefälle. [490, 288, 579, 304]
article-headline: Unwetter in Südmähren. [477, 1196, 676, 1213]
article: * Reichsbahn-Sonderfahrt an die Ostsee (Binz, Sellin, Babe und Göhren) vom 14. bis 21. oder 28. August beinahe ausverkauft. Anmeldungen auf Sammelpaß nur noch einige Tage. Preis ab Reichenberg für eine Woche in Binz 540 Kc, zwei Wochen 885 Kc, Sellin, Babe oder Göhren eine Woche 515 Kc, zwei Wochen 820 Kc. Ausflug nach Kopenhagen 125 Kc. Prospekte kostenlos. Reiseabteilung der Deutschen Reichsbahn, Ruf 2541. 9910 [52, 491, 416, 670]
article: * Notstandsarbeiten für 107 Mill. Kc. Im Juni wurden im Rahmen der produktiven Arbeitslosenfürsorge vom Fürsorgeministerium Beiträge und unverzinsliche Anleihen von rund 11 Millionen Kc bewilligt. Das Budget der dadurch ermöglichten Notstandsarbeiten beträgt 107 Millionen Kc, wovon auf Böhmen 64,4, auf Mähren-Schlesien 25, auf die Slowakei 17,2 und auf Karpathenrußland eine Million Kc entfallen. [445, 124, 809, 285]
article-headline: Böhm.-Kamnitz, [1229, 1383, 1354, 1399]
article-headline: Die Talsperre in Hoffnung bei Zwickau. [82, 837, 395, 854]
article-text: 21. Juli. Selbstmord durch Fenstersturz. Landwirt Böhm aus Höflitz Nr. 5, der, wie berichtet, seine Gattin mit einem Stück Eisen erschlagen und sich dann mit einer Bierflasche aus dem Leben schaffen wollte, wurde im Tetschner Krankenhause untergebracht. In einem unbewachten Augenblicke stürzte er sich aus einem Fenster des zweiten Stockwerkes in die Tiefe, wobei er schwere Verletzungen davontrug und bald darauf starb. [1199, 1710, 1563, 1889]
article: * Verhaftung eines Betrügers. Am 21. Juli wurde durch die Reichenberger Staatspolizei der am 7. Juli 1889 in Trantenau geborene, schon mehrmals vorbestrafte Betrüger Josef Donath verhaftet und dem Reichenberger Kreisgerichte eingeliefert. Donath wurde vom hiesigen Gerichte wegen eines größeren Diebstahls gesucht und verübte in der letzten Zeit auch einen Betrug zum Schaden eines Bürgers aus Johannesthal bei Reichenberg. [821, 1290, 1185, 1469]
article-text: Aus Pilsen wird berichtet: Auf tragische Weise kam der 31jährige Josef Bergmann aus Milawetsch ums Leben. Er fuhr nach Taus, um seine dort im Spital befindliche Mutter zu besuchen. Auf der Landstraße stieß er mit einem Auto zusammen, wurde zu Boden geschleudert und so schwer verletzt, daß er wenige Stunden nach dem Unfall starb. [1199, 288, 1563, 431]
article: * In Verlust geraten ist am letzten Samstag einem hiesigen Beamten, der einige größere Besorgungen einem größeren Geldbetrag bei sich hatte, seine Brusttasche, an welcher am oberen rechten Eck ein Metallmonogramm angebracht war, mit 2100 Kc in Banknoten, einem Autoführerschein, einer M.-L.-Legitimation, einer Gebirgsvereinslegitimation, mehreren kleinen und größeren Photographien und verschiedenen Aufzeichnungen. Der Finder wird ersucht, diese Tasche bei der hiesigen Polizeidirektion gegen Finderlohn zu deponieren. [445, 1687, 809, 1902]
article-headline: Gablonz a. N., [1233, 580, 1354, 596]
page-number: Seite 3. [1461, 88, 1532, 109]
article-headline: Im Theater gestorben. [83, 1639, 262, 1655]
article: * Verhängnisvolle Bummelfahrt. Aus Dauba wird uns berichtet: Der Tischlermeister Michel aus dem nahen Orte Vogelgrund mußte am Sonntag eine Bummelfahrt, die er mit einem Freunde auf dem Motorrade unternahm, mit dem Leben bezahlen. Die beiden fuhren von einem Daubaer Gasthause kurz vor Mitternacht weg, um noch eine andere Gaststätte aufzusuchen. In einer Kurve unterwegs verlor Michel als Fahrzeuglenker die Herrschaft über das Rad. Die Fahrer stürzten, wobei Michel sich derart schwere Verletzungen zuzog, daß er nach einigen Minuten starb, während der Mitfahrer ganz unbeschädigt davonkam. Michel hinterläßt die Gattin mit drei Kindern. [821, 561, 1185, 812]
